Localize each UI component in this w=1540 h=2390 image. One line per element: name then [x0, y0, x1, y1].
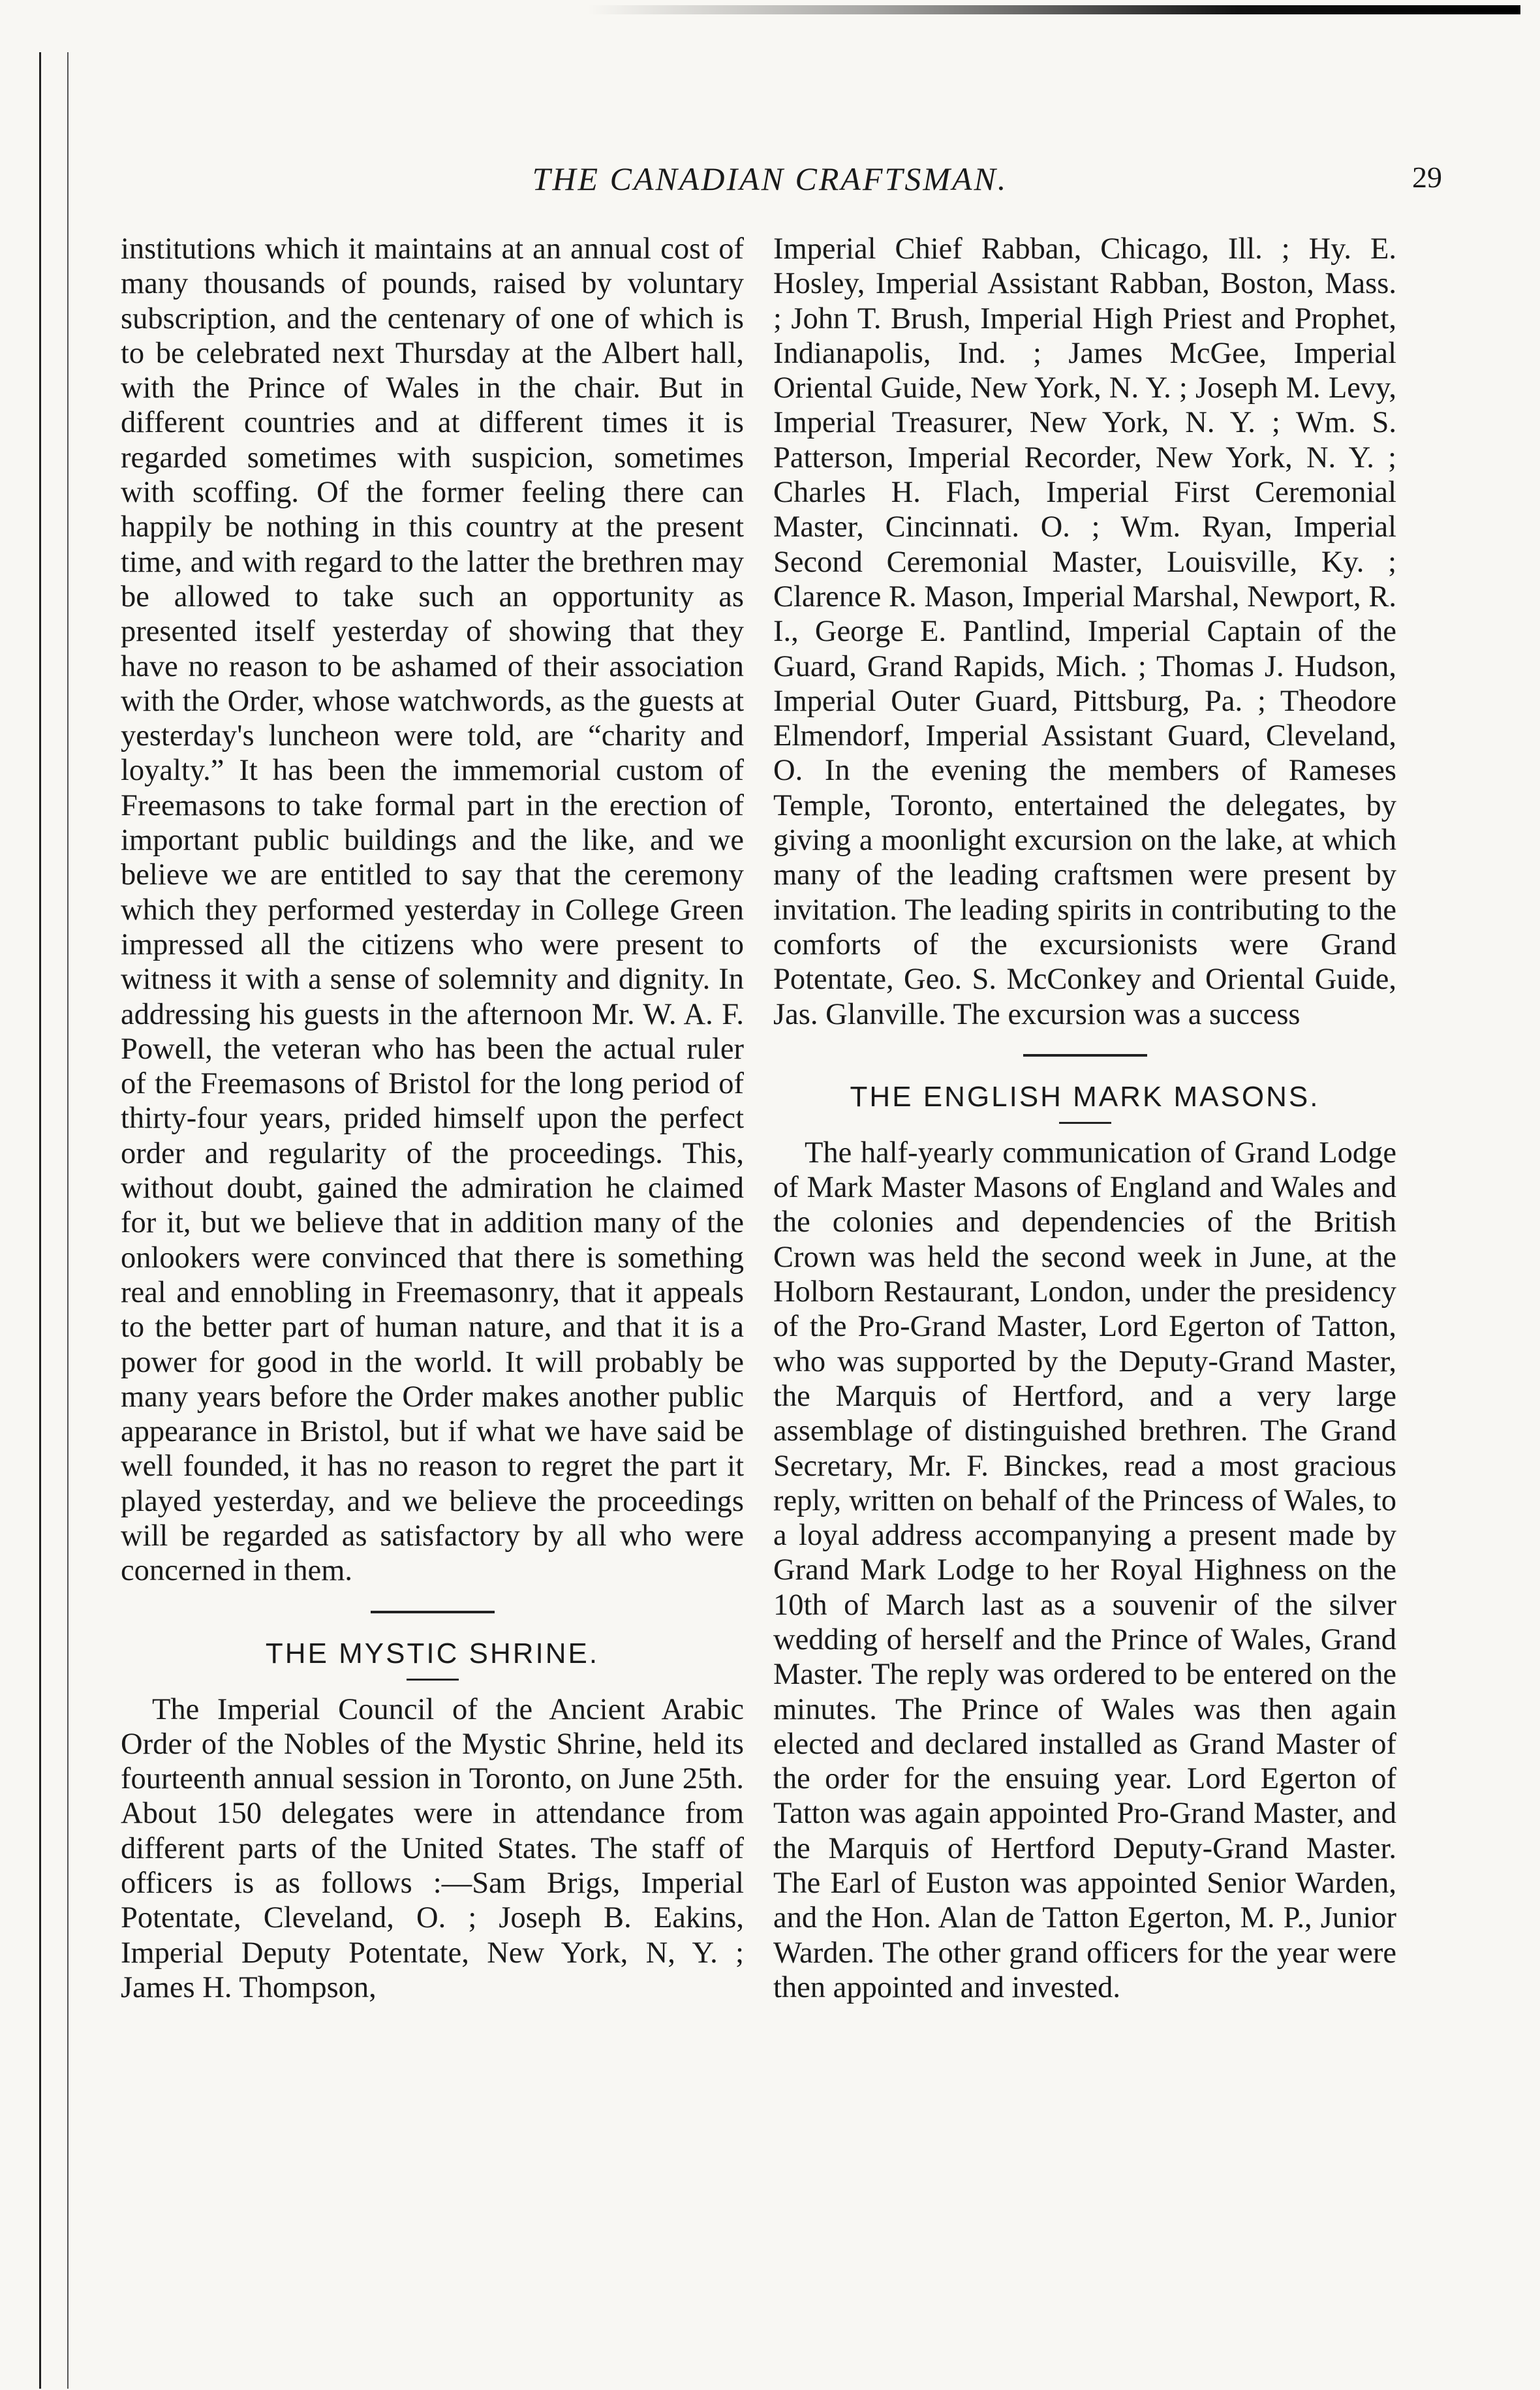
left-column [121, 232, 744, 2005]
top-decorative-rule [587, 5, 1520, 14]
right-column [773, 232, 1396, 2005]
continued-article-paragraph: institutions which it maintains at an annual cost of many thousands of pounds, raised by voluntary subscription, and the centenary of one of which is to be celebrated next Thursday at the Albert hall, with the Prince of Wales in the chair. But in different countries and at different times it is regarded sometimes with suspicion, sometimes with scoffing. Of the former feeling there can happily be nothing in this country at the present time, and with regard to the latter the brethren may be allowed to take such an opportunity as presented itself yesterday of showing that they have no reason to be ashamed of their association with the Order, whose watchwords, as the guests at yesterday's luncheon were told, are “charity and loyalty.” It has been the immemorial custom of Freemasons to take formal part in the erection of important public buildings and the like, and we believe we are entitled to say that the ceremony which they performed yesterday in College Green impressed all the citizens who were present to witness it with a sense of solemnity and dignity. In addressing his guests in the afternoon Mr. W. A. F. Powell, the veteran who has been the actual ruler of the Freemasons of Bristol for the long period of thirty-four years, prided himself upon the perfect order and regularity of the proceedings. This, without doubt, gained the admiration he claimed for it, but we believe that in addition many of the onlookers were convinced that there is something real and ennobling in Freemasonry, that it appeals to the better part of human nature, and that it is a power for good in the world. It will probably be many years before the Order makes another public appearance in Bristol, but if what we have said be well founded, it has no reason to regret the part it played yesterday, and we believe the proceedings will be regarded as satisfactory by all who were concerned in them. [121, 232, 744, 1588]
section-divider [371, 1611, 495, 1613]
mystic-shrine-continued-paragraph: Imperial Chief Rabban, Chicago, Ill. ; Hy. E. Hosley, Imperial Assistant Rabban, Boston, Mass. ; John T. Brush, Imperial High Priest and Prophet, Indianapolis, Ind. ; James McGee, Imperial Oriental Guide, New York, N. Y. ; Joseph M. Levy, Imperial Treasurer, New York, N. Y. ; Wm. S. Patterson, Imperial Recorder, New York, N. Y. ; Charles H. Flach, Imperial First Ceremonial Master, Cincinnati. O. ; Wm. Ryan, Imperial Second Ceremonial Master, Louisville, Ky. ; Clarence R. Mason, Imperial Marshal, Newport, R. I., George E. Pantlind, Imperial Captain of the Guard, Grand Rapids, Mich. ; Thomas J. Hudson, Imperial Outer Guard, Pittsburg, Pa. ; Theodore Elmendorf, Imperial Assistant Guard, Cleveland, O. In the evening the members of Rameses Temple, Toronto, entertained the delegates, by giving a moonlight excursion on the lake, at which many of the leading craftsmen were present by invitation. The leading spirits in contributing to the comforts of the excursionists were Grand Potentate, Geo. S. McConkey and Oriental Guide, Jas. Glanville. The excursion was a success [773, 232, 1396, 1031]
mystic-shrine-paragraph: The Imperial Council of the Ancient Arabic Order of the Nobles of the Mystic Shrine, held its fourteenth annual session in Toronto, on June 25th. About 150 delegates were in attendance from different parts of the United States. The staff of officers is as follows :—Sam Brigs, Imperial Potentate, Cleveland, O. ; Joseph B. Eakins, Imperial Deputy Potentate, New York, N, Y. ; James H. Thompson, [121, 1692, 744, 2004]
english-mark-masons-heading: THE ENGLISH MARK MASONS. [850, 1080, 1320, 1113]
heading-underline [1059, 1122, 1111, 1124]
page-header [0, 150, 1540, 202]
mystic-shrine-heading: THE MYSTIC SHRINE. [265, 1637, 600, 1669]
english-mark-masons-paragraph: The half-yearly communication of Grand Lodge of Mark Master Masons of England and Wales and the colonies and dependencies of the British Crown was held the second week in June, at the Holborn Restaurant, London, under the presidency of the Pro-Grand Master, Lord Egerton of Tatton, who was supported by the Deputy-Grand Master, the Marquis of Hertford, and a very large assemblage of distinguished brethren. The Grand Secretary, Mr. F. Binckes, read a most gracious reply, written on behalf of the Princess of Wales, to a loyal address accompanying a present made by Grand Mark Lodge to her Royal Highness on the 10th of March last as a souvenir of the silver wedding of herself and the Prince of Wales, Grand Master. The reply was ordered to be entered on the minutes. The Prince of Wales was then again elected and declared installed as Grand Master of the order for the ensuing year. Lord Egerton of Tatton was again appointed Pro-Grand Master, and the Marquis of Hertford Deputy-Grand Master. The Earl of Euston was appointed Senior Warden, and the Hon. Alan de Tatton Egerton, M. P., Junior Warden. The other grand officers for the year were then appointed and invested. [773, 1136, 1396, 2004]
page-binding-edge [39, 52, 69, 2389]
running-title: THE CANADIAN CRAFTSMAN. [532, 161, 1008, 197]
section-divider [1023, 1054, 1147, 1057]
page-number: 29 [1412, 161, 1442, 194]
heading-underline [407, 1679, 459, 1681]
